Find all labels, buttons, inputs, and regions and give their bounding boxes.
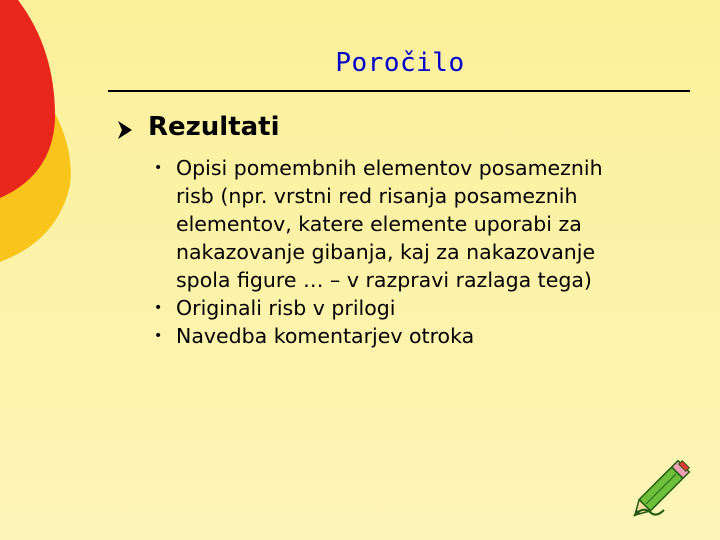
list-item-text: Navedba komentarjev otroka [176, 324, 475, 348]
heading-item [118, 112, 280, 142]
list-item-text: Originali risb v prilogi [176, 296, 396, 320]
corner-decoration [0, 0, 80, 280]
bullet-list [146, 154, 646, 350]
bullet-dot: • [154, 328, 163, 344]
pencil-icon [628, 446, 704, 522]
slide-title: Poročilo [335, 48, 465, 78]
list-item-text: Opisi pomembnih elementov posameznih risb (npr. vrstni red risanja posameznih elementov, katere elemente uporabi za nakazovanje gibanja, kaj za nakazovanje spola figure … – v razpravi razlaga tega) [176, 156, 603, 292]
bullet-dot: • [154, 160, 163, 176]
section-heading: Rezultati [148, 112, 280, 142]
title-underline [108, 90, 690, 92]
list-item [146, 294, 646, 322]
arrowhead-icon [118, 121, 132, 139]
list-item [146, 154, 646, 294]
bullet-dot: • [154, 300, 163, 316]
list-item [146, 322, 646, 350]
